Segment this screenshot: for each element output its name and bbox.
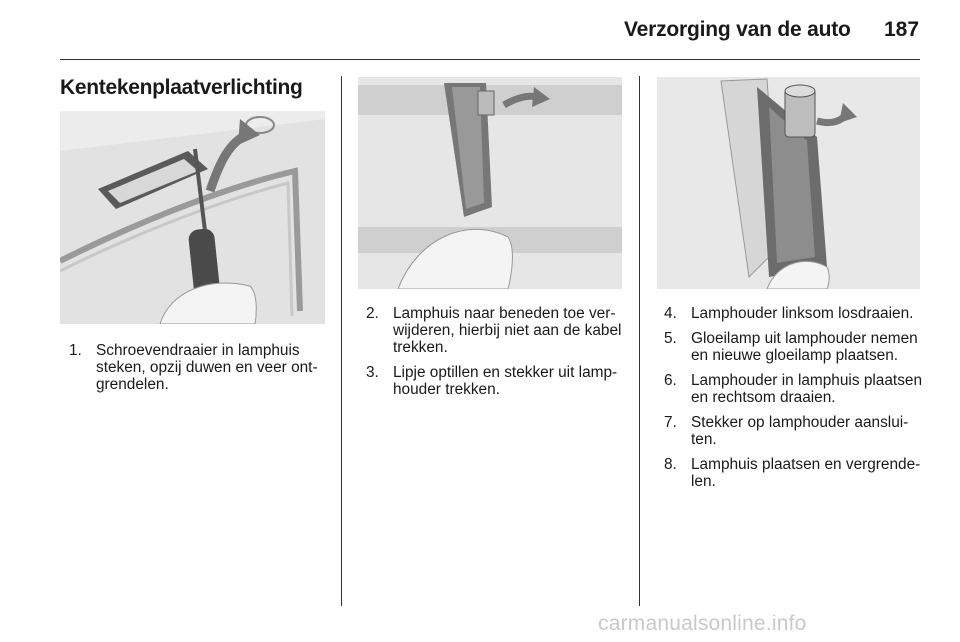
step-number: 1. bbox=[69, 342, 82, 359]
step-number: 2. bbox=[366, 305, 379, 322]
watermark: carmanualsonline.info bbox=[598, 612, 807, 635]
steps-column-3 bbox=[664, 305, 926, 498]
column-divider-1 bbox=[341, 76, 342, 606]
list-item bbox=[664, 456, 926, 490]
step-text: Lamphouder linksom losdraaien. bbox=[691, 305, 914, 322]
illustration-lamp-housing bbox=[358, 77, 622, 289]
list-item bbox=[664, 330, 926, 364]
list-item bbox=[366, 364, 626, 398]
step-number: 6. bbox=[664, 372, 677, 389]
step-text: Lamphouder in lamphuis plaatsen en rechtsom draaien. bbox=[691, 372, 923, 406]
column-divider-2 bbox=[639, 76, 640, 606]
running-header-title: Verzorging van de auto bbox=[624, 18, 851, 41]
step-text: Gloeilamp uit lamphouder nemen en nieuwe gloeilamp plaatsen. bbox=[691, 330, 918, 364]
step-text: Lipje optillen en stekker uit lamp-houder trekken. bbox=[393, 364, 618, 398]
page-number: 187 bbox=[884, 18, 920, 41]
step-number: 4. bbox=[664, 305, 677, 322]
illustration-lamp-holder bbox=[657, 77, 920, 289]
step-number: 7. bbox=[664, 414, 677, 431]
header-rule bbox=[60, 59, 920, 60]
step-text: Stekker op lamphouder aanslui-ten. bbox=[691, 414, 909, 448]
step-text: Lamphuis naar beneden toe ver-wijderen, hierbij niet aan de kabel trekken. bbox=[393, 305, 622, 356]
illustration-screwdriver bbox=[60, 111, 325, 324]
step-number: 8. bbox=[664, 456, 677, 473]
step-text: Schroevendraaier in lamphuis steken, opzij duwen en veer ont-grendelen. bbox=[96, 342, 318, 393]
steps-column-2 bbox=[366, 305, 626, 406]
list-item bbox=[664, 305, 926, 322]
step-number: 3. bbox=[366, 364, 379, 381]
step-text: Lamphuis plaatsen en vergrende-len. bbox=[691, 456, 921, 490]
step-number: 5. bbox=[664, 330, 677, 347]
list-item bbox=[366, 305, 626, 356]
list-item bbox=[69, 342, 331, 393]
section-title: Kentekenplaatverlichting bbox=[60, 76, 303, 99]
list-item bbox=[664, 414, 926, 448]
steps-column-1 bbox=[69, 342, 331, 401]
list-item bbox=[664, 372, 926, 406]
